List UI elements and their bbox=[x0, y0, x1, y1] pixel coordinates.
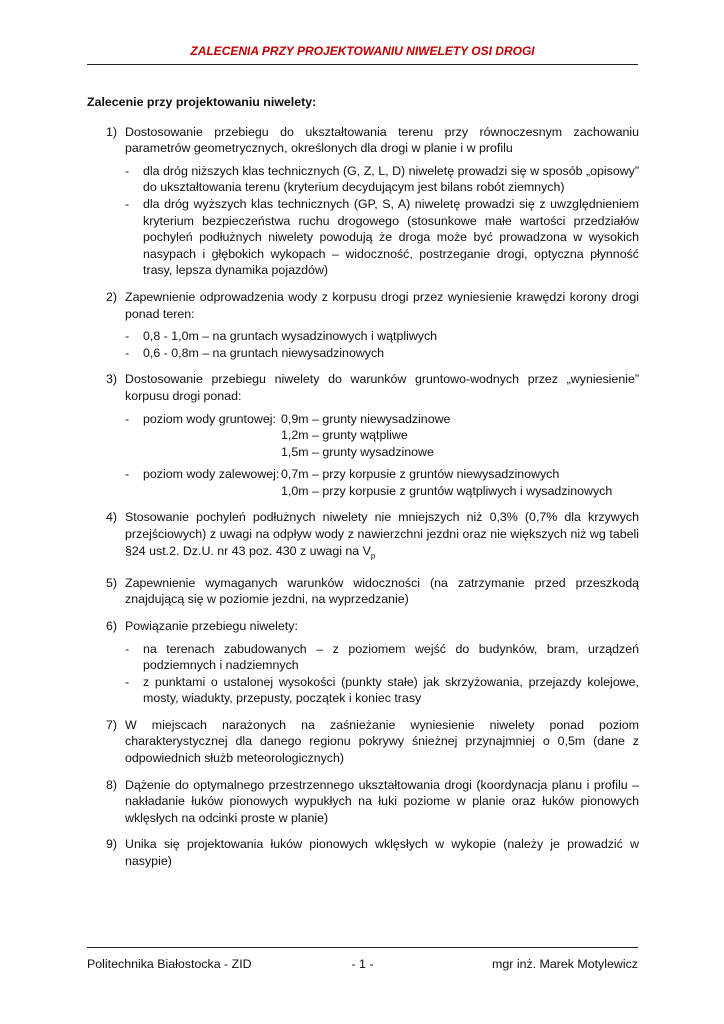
bullet-item: - 0,6 - 0,8m – na gruntach niewysadzinowych bbox=[125, 345, 639, 362]
water-level-groundwater: - poziom wody gruntowej: 0,9m – grunty niewysadzinowe 1,2m – grunty wątpliwe 1,5m – grunty wysadzinowe bbox=[125, 411, 639, 461]
bullet-text: z punktami o ustalonej wysokości (punkty stałe) jak skrzyżowania, przejazdy kolejowe, mosty, wiadukty, przepusty, początek i koniec trasy bbox=[143, 674, 639, 706]
section-title: Zalecenie przy projektowaniu niwelety: bbox=[87, 95, 317, 109]
item-text: W miejscach narażonych na zaśnieżanie wyniesienie niwelety ponad poziom charakterystycznej dla danego regionu pokrywy śnieżnej przynajmniej o 0,5m (dane z odpowiednich służb meteorologicznych) bbox=[125, 717, 639, 766]
water-level-value: 0,9m – grunty niewysadzinowe bbox=[281, 411, 451, 426]
bullet-text: dla dróg wyższych klas technicznych (GP, S, A) niweletę prowadzi się z uwzględnieniem kryterium bezpieczeństwa ruchu drogowego (stosunkowe małe wartości przedziałów pochyleń podłużnych niwelety powodują że droga może być prowadzona w wysokich nasypach i głębokich wykopach – widoczność, postrzeganie drogi, optyczna płynność trasy, lepsza dynamika pojazdów) bbox=[143, 196, 639, 278]
document-body bbox=[87, 94, 639, 880]
list-item-1 bbox=[87, 124, 639, 279]
item-text: Dostosowanie przebiegu do ukształtowania terenu przy równoczesnym zachowaniu parametrów geometrycznych, określonych dla drogi w planie i w profilu bbox=[125, 124, 639, 156]
footer-divider bbox=[87, 947, 638, 948]
footer-author: mgr inż. Marek Motylewicz bbox=[492, 957, 638, 971]
water-level-value: 1,0m – przy korpusie z gruntów wątpliwych i wysadzinowych bbox=[281, 483, 613, 498]
list-item-8 bbox=[87, 777, 639, 827]
item-text: Dążenie do optymalnego przestrzennego ukształtowania drogi (koordynacja planu i profilu – nakładanie łuków pionowych wypukłych na łuki poziome w planie oraz łuków pionowych wklęsłych na odcinki proste w planie) bbox=[125, 777, 639, 825]
list-item-9 bbox=[87, 836, 639, 869]
bullet-text: 0,8 - 1,0m – na gruntach wysadzinowych i wątpliwych bbox=[143, 329, 438, 344]
item-number: 8) bbox=[106, 777, 118, 792]
item-text: Stosowanie pochyleń podłużnych niwelety nie mniejszych niż 0,3% (0,7% dla krzywych przejściowych) z uwagi na odpływ wody z nawierzchni jezdni oraz nie większych niż wg tabeli §24 ust.2. Dz.U. nr 43 poz. 430 z uwagi na V bbox=[125, 510, 639, 558]
list-item-2 bbox=[87, 289, 639, 361]
bullet-item: - 0,8 - 1,0m – na gruntach wysadzinowych i wątpliwych bbox=[125, 328, 639, 345]
list-item-3 bbox=[87, 371, 639, 499]
bullet-item: - dla dróg niższych klas technicznych (G, Z, L, D) niweletę prowadzi się w sposób „opisowy” do ukształtowania terenu (kryterium decydującym jest bilans robót ziemnych) bbox=[125, 163, 639, 195]
item-number: 3) bbox=[106, 372, 118, 387]
item-number: 6) bbox=[106, 618, 118, 633]
page-header-title: ZALECENIA PRZY PROJEKTOWANIU NIWELETY OSI DROGI bbox=[190, 44, 535, 58]
item-text: Zapewnienie wymaganych warunków widoczności (na zatrzymanie przed przeszkodą znajdującą się w poziomie jezdni, na wyprzedzanie) bbox=[125, 575, 639, 607]
item-number: 7) bbox=[106, 717, 118, 732]
footer-page-number: - 1 - bbox=[351, 957, 374, 971]
water-level-label: poziom wody zalewowej: bbox=[143, 467, 280, 482]
item-text: Dostosowanie przebiegu niwelety do warunków gruntowo-wodnych przez „wyniesienie” korpusu drogi ponad: bbox=[125, 372, 639, 403]
water-level-value: 1,2m – grunty wątpliwe bbox=[281, 428, 408, 443]
item-text: Powiązanie przebiegu niwelety: bbox=[125, 618, 298, 633]
item-number: 1) bbox=[106, 124, 118, 139]
bullet-item: - na terenach zabudowanych – z poziomem wejść do budynków, bram, urządzeń podziemnych i nadziemnych bbox=[125, 641, 639, 673]
list-item-6 bbox=[87, 618, 639, 707]
footer-institution: Politechnika Białostocka - ZID bbox=[87, 957, 252, 971]
item-number: 2) bbox=[106, 289, 118, 304]
item-text-subscript: p bbox=[370, 551, 376, 561]
bullet-text: 0,6 - 0,8m – na gruntach niewysadzinowych bbox=[143, 345, 385, 360]
list-item-5 bbox=[87, 575, 639, 608]
water-level-flood: - poziom wody zalewowej: 0,7m – przy korpusie z gruntów niewysadzinowych 1,0m – przy korpusie z gruntów wątpliwych i wysadzinowych bbox=[125, 466, 639, 499]
bullet-text: dla dróg niższych klas technicznych (G, Z, L, D) niweletę prowadzi się w sposób „opisowy” do ukształtowania terenu (kryterium decydującym jest bilans robót ziemnych) bbox=[143, 163, 639, 195]
item-text: Zapewnienie odprowadzenia wody z korpusu drogi przez wyniesienie krawędzi korony drogi ponad teren: bbox=[125, 289, 639, 321]
list-item-7 bbox=[87, 717, 639, 767]
item-number: 9) bbox=[106, 837, 118, 852]
bullet-item: - z punktami o ustalonej wysokości (punkty stałe) jak skrzyżowania, przejazdy kolejowe, mosty, wiadukty, przepusty, początek i koniec trasy bbox=[125, 674, 639, 706]
item-number: 5) bbox=[106, 575, 118, 590]
bullet-text: na terenach zabudowanych – z poziomem wejść do budynków, bram, urządzeń podziemnych i nadziemnych bbox=[143, 641, 639, 673]
water-level-label: poziom wody gruntowej: bbox=[143, 411, 276, 426]
bullet-item: - dla dróg wyższych klas technicznych (GP, S, A) niweletę prowadzi się z uwzględnieniem kryterium bezpieczeństwa ruchu drogowego (stosunkowe małe wartości przedziałów pochyleń podłużnych niwelety powodują że droga może być prowadzona w wysokich nasypach i głębokich wykopach – widoczność, postrzeganie drogi, optyczna płynność trasy, lepsza dynamika pojazdów) bbox=[125, 196, 639, 278]
item-text: Unika się projektowania łuków pionowych wklęsłych w wykopie (należy je prowadzić w nasypie) bbox=[125, 837, 639, 869]
water-level-value: 1,5m – grunty wysadzinowe bbox=[281, 444, 434, 459]
header-divider bbox=[87, 64, 638, 65]
water-level-value: 0,7m – przy korpusie z gruntów niewysadzinowych bbox=[281, 467, 560, 482]
list-item-4 bbox=[87, 509, 639, 564]
item-number: 4) bbox=[106, 510, 118, 525]
